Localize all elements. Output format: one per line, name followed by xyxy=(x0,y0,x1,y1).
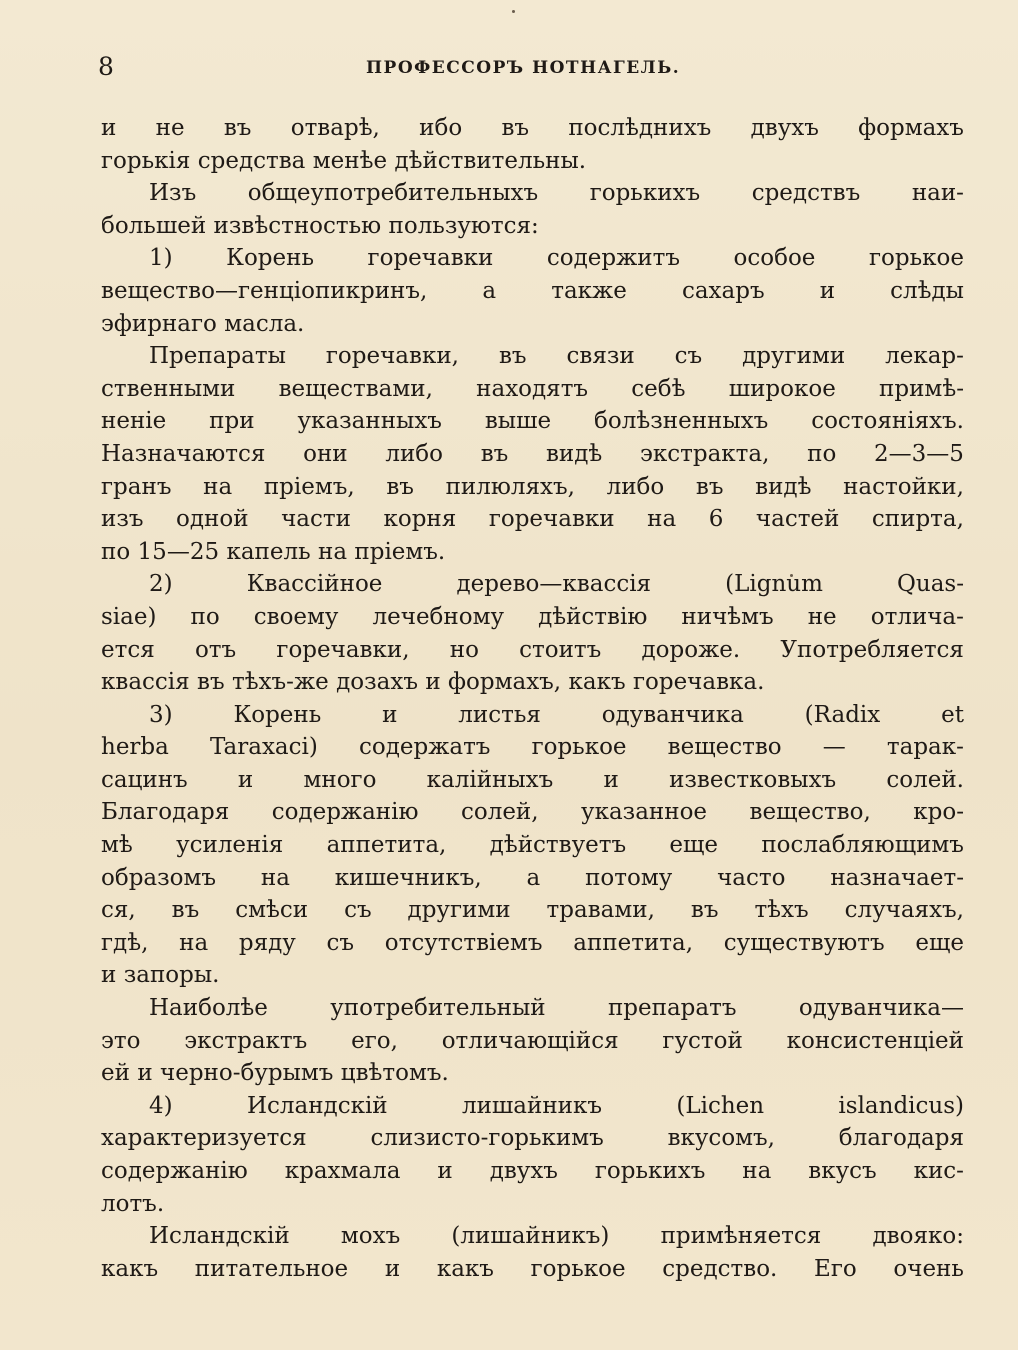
word: указанныхъ xyxy=(297,408,442,435)
word: еще xyxy=(915,929,964,956)
word: вкусъ xyxy=(808,1158,877,1184)
word: (Radix xyxy=(804,701,881,728)
word: на xyxy=(179,929,209,956)
word: (лишайникъ) xyxy=(451,1223,610,1250)
word: отличающійся xyxy=(441,1027,619,1054)
word: ряду xyxy=(238,929,296,956)
word: вещество, xyxy=(749,799,871,826)
text-line xyxy=(101,340,964,373)
text-line xyxy=(101,634,964,667)
word: содержитъ xyxy=(546,245,680,272)
word: лечебному xyxy=(372,603,505,630)
word: они xyxy=(303,440,348,467)
word: въ xyxy=(171,897,200,924)
word: ничѣмъ xyxy=(681,603,774,630)
text-line xyxy=(101,210,964,243)
word: Квассійное xyxy=(246,571,383,598)
word: дѣйствительны. xyxy=(394,147,587,174)
word: спирта, xyxy=(871,506,964,533)
word: густой xyxy=(662,1027,743,1054)
word: частей xyxy=(755,506,840,533)
word: двухъ xyxy=(750,115,819,141)
word: ется xyxy=(101,636,155,663)
word: но xyxy=(449,636,479,663)
text-line xyxy=(101,829,964,862)
word: характеризуется xyxy=(101,1125,307,1152)
word: вещество xyxy=(667,734,782,761)
word: двухъ xyxy=(489,1158,558,1184)
word: ибо xyxy=(419,115,463,141)
word: 2) xyxy=(149,571,173,598)
word: аппетита, xyxy=(573,929,694,956)
word: очень xyxy=(893,1255,964,1282)
word: корня xyxy=(383,506,457,533)
word: средство. xyxy=(662,1255,778,1282)
word: на xyxy=(647,506,677,533)
word: листья xyxy=(458,701,541,728)
word: лишайникъ xyxy=(461,1092,603,1119)
word: дозахъ xyxy=(336,669,418,696)
word: не xyxy=(155,115,185,141)
word: черно-бурымъ xyxy=(160,1060,334,1087)
word: пилюляхъ, xyxy=(445,473,575,500)
page-header xyxy=(98,52,962,86)
word: средствъ xyxy=(751,180,861,207)
word: экстрактъ xyxy=(184,1027,308,1054)
word: Употребляется xyxy=(780,636,964,663)
word: препаратъ xyxy=(607,995,737,1022)
word: назначает- xyxy=(830,864,964,891)
word: одуванчика— xyxy=(798,995,964,1022)
word: указанное xyxy=(581,799,708,826)
word: сахаръ xyxy=(681,277,765,304)
word: ся, xyxy=(101,897,136,924)
word: и xyxy=(384,1255,401,1282)
text-line xyxy=(101,275,964,308)
word: кис- xyxy=(913,1158,964,1184)
word: горькихъ xyxy=(594,1158,706,1184)
word: на xyxy=(317,538,348,565)
word: и xyxy=(819,277,836,304)
text-line xyxy=(101,308,964,341)
word: горькое xyxy=(868,245,964,272)
text-line xyxy=(101,242,964,275)
word: мохъ xyxy=(340,1223,401,1250)
text-line xyxy=(101,145,964,178)
word: гранъ xyxy=(101,473,172,500)
word: въ xyxy=(498,343,527,370)
word: по xyxy=(101,538,131,565)
word: послѣднихъ xyxy=(568,115,712,141)
word: и xyxy=(137,1060,153,1087)
text-line xyxy=(101,438,964,471)
word: связи xyxy=(566,343,635,370)
word: лотъ. xyxy=(101,1190,165,1217)
word: (Lichen xyxy=(676,1092,765,1119)
word: благодаря xyxy=(838,1125,964,1152)
word: капель xyxy=(226,538,311,565)
word: его, xyxy=(351,1027,398,1054)
text-line xyxy=(101,1155,964,1188)
word: пользуются: xyxy=(388,212,539,239)
text-line xyxy=(101,666,964,699)
text-line xyxy=(101,862,964,895)
word: аппетита, xyxy=(326,832,447,859)
word: какъ xyxy=(436,1255,494,1282)
word: мѣ xyxy=(101,832,133,859)
text-line xyxy=(101,796,964,829)
word: Исландскій xyxy=(149,1223,290,1250)
text-line xyxy=(101,1025,964,1058)
word: пріемъ, xyxy=(263,473,355,500)
word: употребительный xyxy=(330,995,546,1022)
text-line xyxy=(101,959,964,992)
word: веществами, xyxy=(278,375,433,402)
word: въ xyxy=(386,473,414,500)
word: отлича- xyxy=(870,603,964,630)
text-line xyxy=(101,601,964,634)
word: а xyxy=(482,277,497,304)
word: Корень xyxy=(233,701,322,728)
word: Его xyxy=(814,1255,857,1282)
word: солей. xyxy=(886,766,964,793)
word: пріемъ. xyxy=(354,538,446,565)
word: содержанію xyxy=(101,1158,248,1184)
text-line xyxy=(101,894,964,927)
word: общеупотребительныхъ xyxy=(247,180,539,207)
word: — xyxy=(822,734,846,761)
word: вещество—генціопикринъ, xyxy=(101,277,428,304)
word: 15—25 xyxy=(137,538,220,565)
word: тарак- xyxy=(886,734,964,761)
word: тѣхъ-же xyxy=(231,669,329,696)
word: на xyxy=(742,1158,772,1184)
text-line xyxy=(101,1122,964,1155)
word: и xyxy=(437,1158,453,1184)
word: Корень xyxy=(226,245,314,272)
word: горечавки, xyxy=(325,343,459,370)
text-line xyxy=(101,471,964,504)
word: горечавка. xyxy=(632,669,765,696)
word: выше xyxy=(484,408,552,435)
text-line xyxy=(101,699,964,732)
word: цвѣтомъ. xyxy=(340,1060,449,1087)
word: видѣ xyxy=(755,473,812,500)
word: не xyxy=(807,603,837,630)
word: съ xyxy=(344,897,372,924)
word: эфирнаго xyxy=(101,310,217,337)
word: 6 xyxy=(708,506,724,533)
word: тѣхъ xyxy=(754,897,809,924)
word: настойки, xyxy=(843,473,964,500)
word: и xyxy=(425,669,441,696)
word: въ xyxy=(695,473,724,500)
word: усиленія xyxy=(176,832,284,859)
word: средства xyxy=(197,147,306,174)
word: горькое xyxy=(531,734,627,761)
word: стоитъ xyxy=(519,636,602,663)
text-line xyxy=(101,1090,964,1123)
word: Назначаются xyxy=(101,440,266,467)
text-line xyxy=(101,1057,964,1090)
word: дерево—квассія xyxy=(456,571,652,598)
word: часто xyxy=(717,864,786,891)
word: herba xyxy=(101,734,169,761)
text-line xyxy=(101,568,964,601)
word: по xyxy=(190,603,220,630)
word: послабляющимъ xyxy=(761,832,964,859)
word: дѣйствію xyxy=(538,603,648,630)
word: 4) xyxy=(149,1092,173,1119)
word: какъ xyxy=(568,669,626,696)
text-line xyxy=(101,373,964,406)
word: смѣси xyxy=(235,897,309,924)
word: горькихъ xyxy=(589,180,701,207)
word: и xyxy=(101,962,117,989)
word: наи- xyxy=(911,180,964,207)
word: и xyxy=(237,766,254,793)
word: себѣ xyxy=(631,375,686,402)
word: запоры. xyxy=(123,962,220,989)
page-number: 8 xyxy=(98,52,114,81)
word: много xyxy=(303,766,377,793)
word: примѣняется xyxy=(660,1223,822,1250)
text-line xyxy=(101,405,964,438)
word: известковыхъ xyxy=(669,766,837,793)
word: своему xyxy=(253,603,339,630)
word: на xyxy=(203,473,233,500)
word: травами, xyxy=(546,897,655,924)
word: питательное xyxy=(194,1255,349,1282)
word: это xyxy=(101,1027,141,1054)
word: дѣйствуетъ xyxy=(489,832,627,859)
word: видѣ xyxy=(545,440,603,467)
word: въ xyxy=(197,669,225,696)
word: дороже. xyxy=(641,636,741,663)
word: широкое xyxy=(728,375,836,402)
word: siae) xyxy=(101,603,157,630)
word: 1) xyxy=(149,245,173,272)
word: одной xyxy=(176,506,249,533)
text-line xyxy=(101,1220,964,1253)
word: et xyxy=(941,701,964,728)
word: существуютъ xyxy=(723,929,885,956)
word: ей xyxy=(101,1060,130,1087)
word: горькія xyxy=(101,147,191,174)
word: калійныхъ xyxy=(426,766,554,793)
word: консистенціей xyxy=(786,1027,964,1054)
text-line xyxy=(101,1253,964,1286)
word: по xyxy=(807,440,837,467)
word: солей, xyxy=(460,799,539,826)
word: образомъ xyxy=(101,864,217,891)
word: еще xyxy=(669,832,719,859)
word: также xyxy=(551,277,627,304)
word: горечавки, xyxy=(276,636,410,663)
word: одуванчика xyxy=(601,701,744,728)
word: Taraxaci) xyxy=(209,734,318,761)
word: въ xyxy=(690,897,719,924)
word: кишечникъ, xyxy=(334,864,482,891)
word: другими xyxy=(742,343,846,370)
word: извѣстностью xyxy=(213,212,382,239)
word: формахъ, xyxy=(448,669,562,696)
word: слѣды xyxy=(890,277,964,304)
word: и xyxy=(603,766,619,793)
word: въ xyxy=(223,115,252,141)
word: отъ xyxy=(194,636,237,663)
word: Исландскій xyxy=(246,1092,388,1119)
word: съ xyxy=(326,929,355,956)
word: сацинъ xyxy=(101,766,188,793)
word: и xyxy=(382,701,398,728)
word: въ xyxy=(480,440,509,467)
word: отсутствіемъ xyxy=(384,929,543,956)
word: менѣе xyxy=(312,147,388,174)
word: Изъ xyxy=(149,180,197,207)
word: болѣзненныхъ xyxy=(594,408,769,435)
word: содержатъ xyxy=(358,734,491,761)
text-line xyxy=(101,112,964,145)
word: на xyxy=(260,864,290,891)
word: потому xyxy=(585,864,673,891)
word: а xyxy=(526,864,541,891)
word: особое xyxy=(733,245,816,272)
word: либо xyxy=(385,440,443,467)
word: изъ xyxy=(101,506,144,533)
word: горькое xyxy=(530,1255,626,1282)
text-line xyxy=(101,503,964,536)
word: Благодаря xyxy=(101,799,230,826)
word: кро- xyxy=(913,799,964,826)
word: масла. xyxy=(224,310,305,337)
word: состояніяхъ. xyxy=(811,408,964,435)
word: формахъ xyxy=(858,115,964,141)
word: отварѣ, xyxy=(290,115,380,141)
word: горечавки xyxy=(367,245,494,272)
body-text xyxy=(101,112,964,1285)
text-line xyxy=(101,177,964,210)
word: экстракта, xyxy=(640,440,770,467)
word: гдѣ, xyxy=(101,929,149,956)
word: случаяхъ, xyxy=(844,897,964,924)
word: Препараты xyxy=(149,343,286,370)
word: слизисто-горькимъ xyxy=(370,1125,604,1152)
word: крахмала xyxy=(284,1158,401,1184)
word: и xyxy=(101,115,117,141)
word: двояко: xyxy=(872,1223,964,1250)
word: либо xyxy=(606,473,665,500)
word: 3) xyxy=(149,701,173,728)
text-line xyxy=(101,1188,964,1221)
text-line xyxy=(101,927,964,960)
word: неніе xyxy=(101,408,167,435)
word: лекар- xyxy=(885,343,964,370)
print-speck xyxy=(512,10,515,13)
word: съ xyxy=(674,343,703,370)
word: ственными xyxy=(101,375,236,402)
word: горечавки xyxy=(488,506,615,533)
word: находятъ xyxy=(476,375,589,402)
word: при xyxy=(209,408,255,435)
word: большей xyxy=(101,212,207,239)
word: примѣ- xyxy=(879,375,964,402)
text-line xyxy=(101,536,964,569)
word: какъ xyxy=(101,1255,159,1282)
word: 2—3—5 xyxy=(874,440,964,467)
word: вкусомъ, xyxy=(667,1125,775,1152)
word: Наиболѣе xyxy=(149,995,268,1022)
running-title: ПРОФЕССОРЪ НОТНАГЕЛЬ. xyxy=(366,58,681,78)
text-line xyxy=(101,731,964,764)
word: квассія xyxy=(101,669,190,696)
word: части xyxy=(281,506,351,533)
word: Quas- xyxy=(897,571,964,598)
text-line xyxy=(101,764,964,797)
word: другими xyxy=(407,897,511,924)
word: въ xyxy=(501,115,530,141)
text-line xyxy=(101,992,964,1025)
word: содержанію xyxy=(271,799,419,826)
word: islandicus) xyxy=(838,1092,964,1119)
word: (Lignum xyxy=(725,571,823,598)
